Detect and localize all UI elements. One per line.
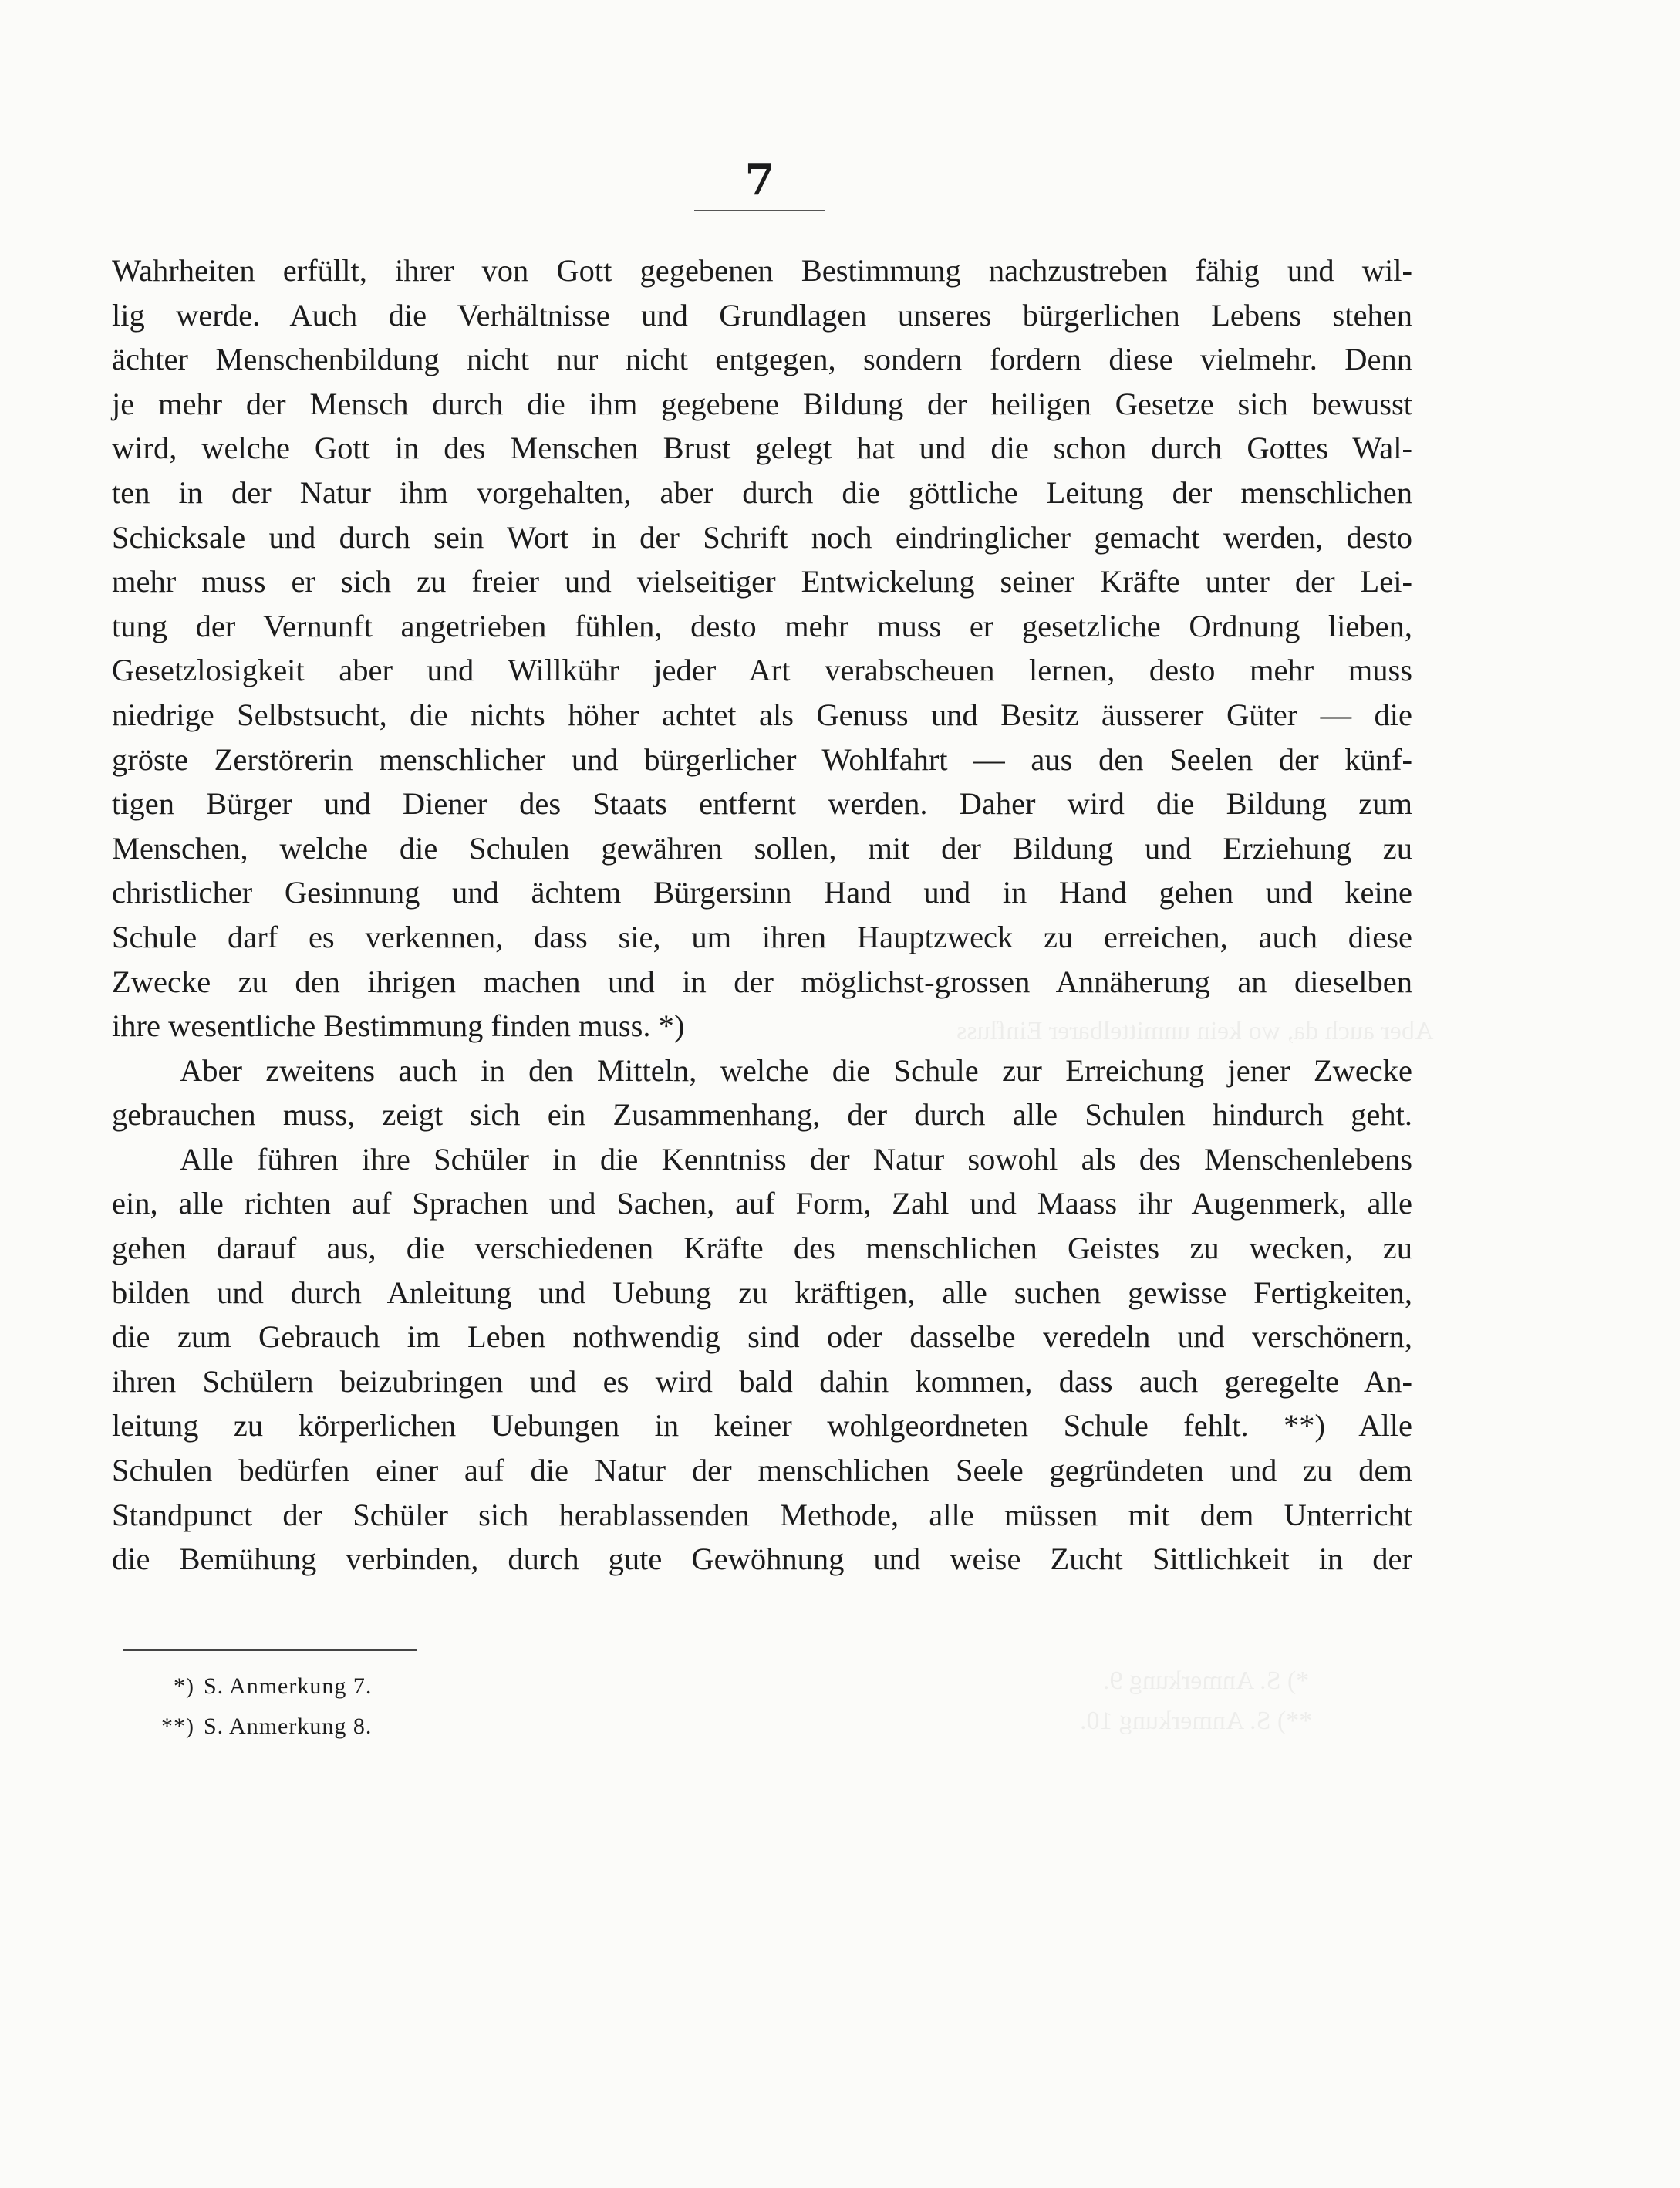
footnote-rule <box>123 1649 417 1651</box>
text-line: gehen darauf aus, die verschiedenen Kräfte des menschlichen Geistes zu wecken, zu <box>112 1231 1412 1266</box>
page-number-rule <box>694 210 825 211</box>
text-line: tigen Bürger und Diener des Staats entfernt werden. Daher wird die Bildung zum <box>112 786 1412 822</box>
text-line: christlicher Gesinnung und ächtem Bürgersinn Hand und in Hand gehen und keine <box>112 875 1412 910</box>
text-line: Aber zweitens auch in den Mitteln, welche die Schule zur Erreichung jener Zwecke <box>180 1052 1412 1088</box>
page-number: 7 <box>744 154 775 205</box>
text-line: Alle führen ihre Schüler in die Kenntniss der Natur sowohl als des Menschenlebens <box>180 1141 1412 1177</box>
text-line: gebrauchen muss, zeigt sich ein Zusammenhang, der durch alle Schulen hindurch geht. <box>112 1097 1412 1133</box>
text-line: lig werde. Auch die Verhältnisse und Grundlagen unseres bürgerlichen Lebens stehen <box>112 297 1412 333</box>
text-line: tung der Vernunft angetrieben fühlen, desto mehr muss er gesetzliche Ordnung lieben, <box>112 608 1412 643</box>
footnote-mark: **) <box>161 1714 194 1739</box>
text-line: Schicksale und durch sein Wort in der Schrift noch eindringlicher gemacht werden, desto <box>112 519 1412 555</box>
footnote-text: S. Anmerkung 7. <box>204 1673 373 1699</box>
bleed-through-footnote: *) S. Anmerkung 9. <box>1103 1666 1310 1695</box>
text-line: bilden und durch Anleitung und Uebung zu kräftigen, alle suchen gewisse Fertigkeiten, <box>112 1275 1412 1310</box>
bleed-through-footnote: **) S. Anmerkung 10. <box>1080 1707 1313 1735</box>
text-line: ächter Menschenbildung nicht nur nicht entgegen, sondern fordern diese vielmehr. Denn <box>112 342 1412 377</box>
footnote <box>139 1707 372 1747</box>
text-line: Schulen bedürfen einer auf die Natur der menschlichen Seele gegründeten und zu dem <box>112 1453 1412 1488</box>
text-line: wird, welche Gott in des Menschen Brust gelegt hat und die schon durch Gottes Wal- <box>112 431 1412 466</box>
text-line: leitung zu körperlichen Uebungen in keiner wohlgeordneten Schule fehlt. **) Alle <box>112 1408 1412 1443</box>
text-line: Gesetzlosigkeit aber und Willkühr jeder Art verabscheuen lernen, desto mehr muss <box>112 653 1412 688</box>
footnote-mark: *) <box>174 1673 194 1699</box>
text-line: mehr muss er sich zu freier und vielseitiger Entwickelung seiner Kräfte unter der Lei- <box>112 564 1412 599</box>
text-line: niedrige Selbstsucht, die nichts höher achtet als Genuss und Besitz äusserer Güter — die <box>112 697 1412 732</box>
text-line: ihre wesentliche Bestimmung finden muss. *) <box>112 1008 685 1044</box>
text-line: je mehr der Mensch durch die ihm gegebene Bildung der heiligen Gesetze sich bewusst <box>112 386 1412 421</box>
footnote <box>139 1666 372 1707</box>
body-text <box>112 248 1412 1582</box>
text-line: Wahrheiten erfüllt, ihrer von Gott gegebenen Bestimmung nachzustreben fähig und wil- <box>112 253 1412 288</box>
text-line: die zum Gebrauch im Leben nothwendig sind oder dasselbe veredeln und verschönern, <box>112 1319 1412 1355</box>
bleed-through-text: Aber auch da, wo kein unmittelbarer Einfluss <box>956 1017 1434 1045</box>
text-line: Menschen, welche die Schulen gewähren sollen, mit der Bildung und Erziehung zu <box>112 830 1412 866</box>
text-line: Schule darf es verkennen, dass sie, um ihren Hauptzweck zu erreichen, auch diese <box>112 919 1412 954</box>
text-line: ein, alle richten auf Sprachen und Sachen, auf Form, Zahl und Maass ihr Augenmerk, alle <box>112 1186 1412 1221</box>
footnotes <box>139 1666 372 1747</box>
text-line: Standpunct der Schüler sich herablassenden Methode, alle müssen mit dem Unterricht <box>112 1497 1412 1532</box>
text-line: ten in der Natur ihm vorgehalten, aber durch die göttliche Leitung der menschlichen <box>112 474 1412 510</box>
text-line: ihren Schülern beizubringen und es wird bald dahin kommen, dass auch geregelte An- <box>112 1363 1412 1399</box>
text-line: die Bemühung verbinden, durch gute Gewöhnung und weise Zucht Sittlichkeit in der <box>112 1541 1412 1577</box>
text-line: gröste Zerstörerin menschlicher und bürgerlicher Wohlfahrt — aus den Seelen der künf- <box>112 741 1412 777</box>
footnote-text: S. Anmerkung 8. <box>204 1714 373 1739</box>
text-line: Zwecke zu den ihrigen machen und in der möglichst-grossen Annäherung an dieselben <box>112 964 1412 999</box>
